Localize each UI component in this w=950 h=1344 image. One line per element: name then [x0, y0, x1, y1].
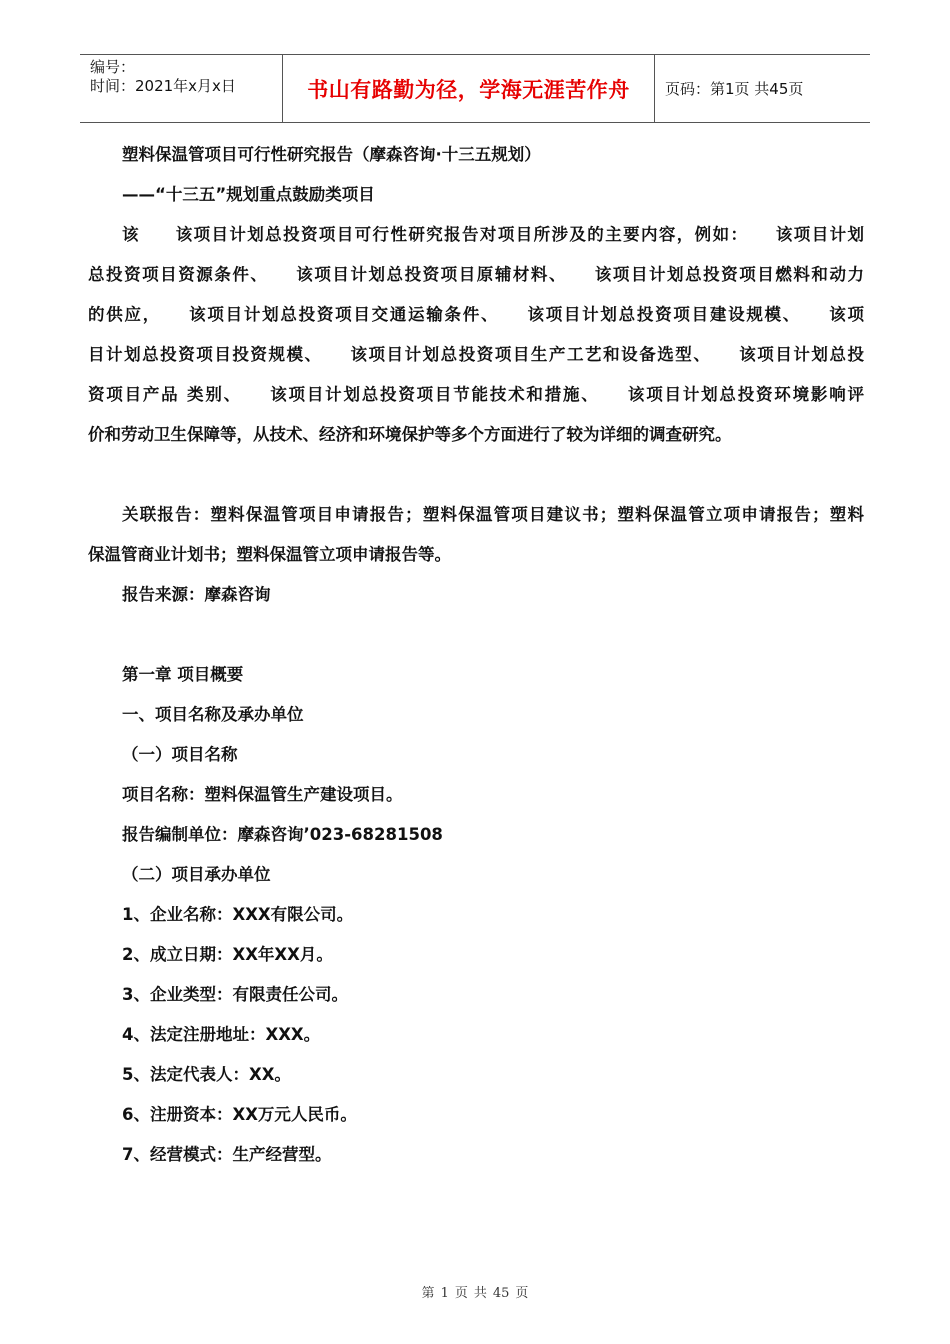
related-reports-line: 关联报告：塑料保温管项目申请报告；塑料保温管项目建议书；塑料保温管立项申请报告；塑料 — [122, 505, 864, 524]
document-subtitle: ——“十三五”规划重点鼓励类项目 — [122, 185, 375, 204]
company-info-item: 3、企业类型：有限责任公司。 — [122, 985, 348, 1004]
intro-line: 资项目产品 类别、 该项目计划总投资项目节能技术和措施、 该项目计划总投资环境影响评 — [88, 385, 864, 404]
related-reports-line: 保温管商业计划书；塑料保温管立项申请报告等。 — [88, 545, 451, 564]
intro-line: 总投资项目资源条件、 该项目计划总投资项目原辅材料、 该项目计划总投资项目燃料和动力 — [88, 265, 864, 284]
company-info-item: 5、法定代表人：XX。 — [122, 1065, 291, 1084]
footer-text: 页 — [515, 1286, 529, 1301]
project-name: 项目名称：塑料保温管生产建设项目。 — [122, 785, 403, 804]
footer-text: 页 — [454, 1286, 468, 1301]
chapter-heading: 第一章 项目概要 — [122, 665, 244, 684]
company-info-item: 6、注册资本：XX万元人民币。 — [122, 1105, 357, 1124]
page-header — [80, 54, 870, 123]
company-info-item: 2、成立日期：XX年XX月。 — [122, 945, 333, 964]
intro-line: 目计划总投资项目投资规模、 该项目计划总投资项目生产工艺和设备选型、 该项目计划总投 — [88, 345, 864, 364]
document-time: 时间：2021年x月x日 — [90, 77, 236, 95]
document-number-label: 编号： — [90, 58, 136, 76]
section-heading: 一、项目名称及承办单位 — [122, 705, 304, 724]
company-info-item: 1、企业名称：XXX有限公司。 — [122, 905, 354, 924]
header-meta — [80, 55, 282, 122]
document-title: 塑料保温管项目可行性研究报告（摩森咨询·十三五规划） — [122, 145, 541, 164]
page-footer — [0, 1282, 950, 1301]
header-motto: 书山有路勤为径，学海无涯苦作舟 — [282, 55, 655, 122]
header-page-info: 页码：第1页 共45页 — [665, 80, 804, 98]
report-source: 报告来源：摩森咨询 — [122, 585, 271, 604]
footer-page-number: 1 — [440, 1286, 449, 1301]
company-info-item: 7、经营模式：生产经营型。 — [122, 1145, 332, 1164]
footer-text: 共 — [473, 1286, 487, 1301]
footer-text: 第 — [421, 1286, 435, 1301]
intro-line: 价和劳动卫生保障等，从技术、经济和环境保护等多个方面进行了较为详细的调查研究。 — [88, 425, 732, 444]
subsection-heading: （二）项目承办单位 — [122, 865, 271, 884]
intro-line: 的供应， 该项目计划总投资项目交通运输条件、 该项目计划总投资项目建设规模、 该项 — [88, 305, 864, 324]
footer-total-pages: 45 — [492, 1286, 510, 1301]
report-compiler: 报告编制单位：摩森咨询’023-68281508 — [122, 825, 443, 844]
company-info-item: 4、法定注册地址：XXX。 — [122, 1025, 321, 1044]
subsection-heading: （一）项目名称 — [122, 745, 238, 764]
intro-line: 该 该项目计划总投资项目可行性研究报告对项目所涉及的主要内容，例如： 该项目计划 — [122, 225, 864, 244]
